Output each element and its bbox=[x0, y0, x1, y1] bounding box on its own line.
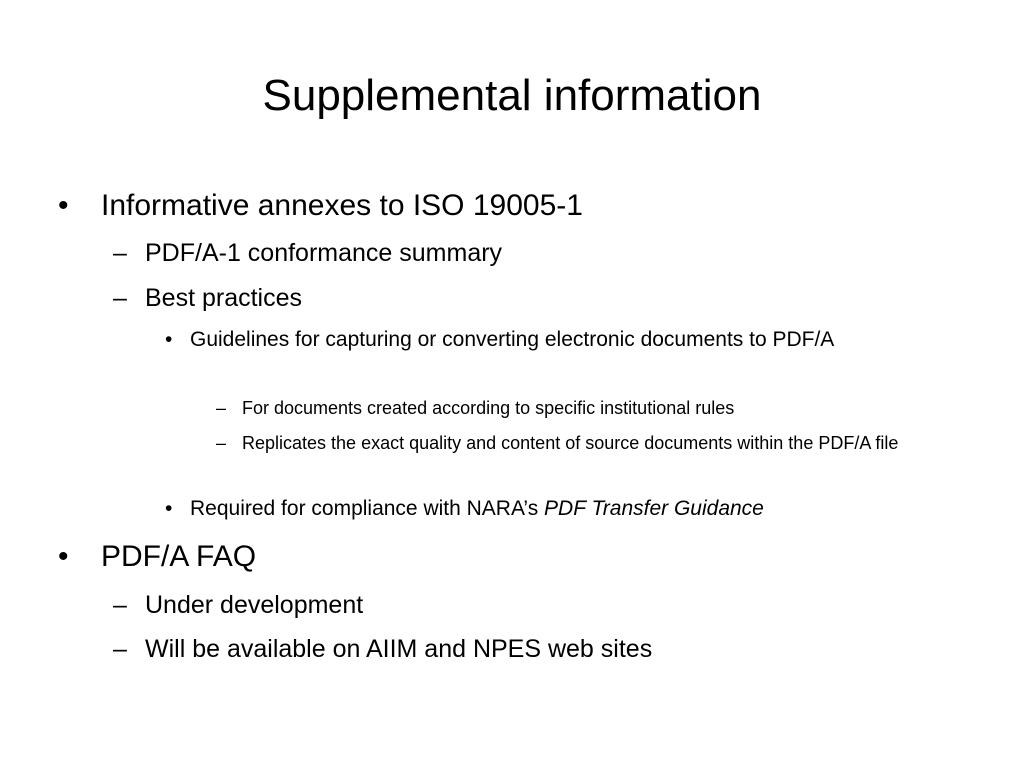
dash-marker: – bbox=[113, 284, 127, 312]
sub-item-text: Best practices bbox=[145, 284, 303, 312]
sub-item-text: Will be available on AIIM and NPES web sites bbox=[145, 635, 653, 663]
sub-item-text: Under development bbox=[145, 591, 364, 619]
slide-title: Supplemental information bbox=[262, 71, 762, 120]
dash-marker: – bbox=[216, 398, 227, 418]
bullet-marker: • bbox=[58, 189, 69, 222]
sub-sub-item-text bbox=[190, 494, 930, 523]
sub-item-text: PDF/A-1 conformance summary bbox=[145, 239, 503, 267]
bullet-text: PDF/A FAQ bbox=[101, 540, 257, 573]
detail-item-text: For documents created according to specific institutional rules bbox=[242, 398, 735, 418]
bullet-text: Informative annexes to ISO 19005-1 bbox=[101, 189, 583, 222]
dash-marker: – bbox=[113, 591, 127, 619]
detail-item-text: Replicates the exact quality and content of source documents within the PDF/A file bbox=[242, 433, 899, 453]
dash-marker: – bbox=[113, 635, 127, 663]
bullet-marker: • bbox=[165, 328, 173, 351]
sub-sub-item-text: Guidelines for capturing or converting electronic documents to PDF/A bbox=[190, 328, 835, 351]
bullet-marker: • bbox=[165, 497, 173, 520]
bullet-marker: • bbox=[58, 540, 69, 573]
pdf-transfer-guidance-title: PDF Transfer Guidance bbox=[544, 497, 764, 520]
dash-marker: – bbox=[113, 239, 127, 267]
dash-marker: – bbox=[216, 433, 227, 453]
nara-text: Required for compliance with NARA’s bbox=[190, 497, 545, 520]
